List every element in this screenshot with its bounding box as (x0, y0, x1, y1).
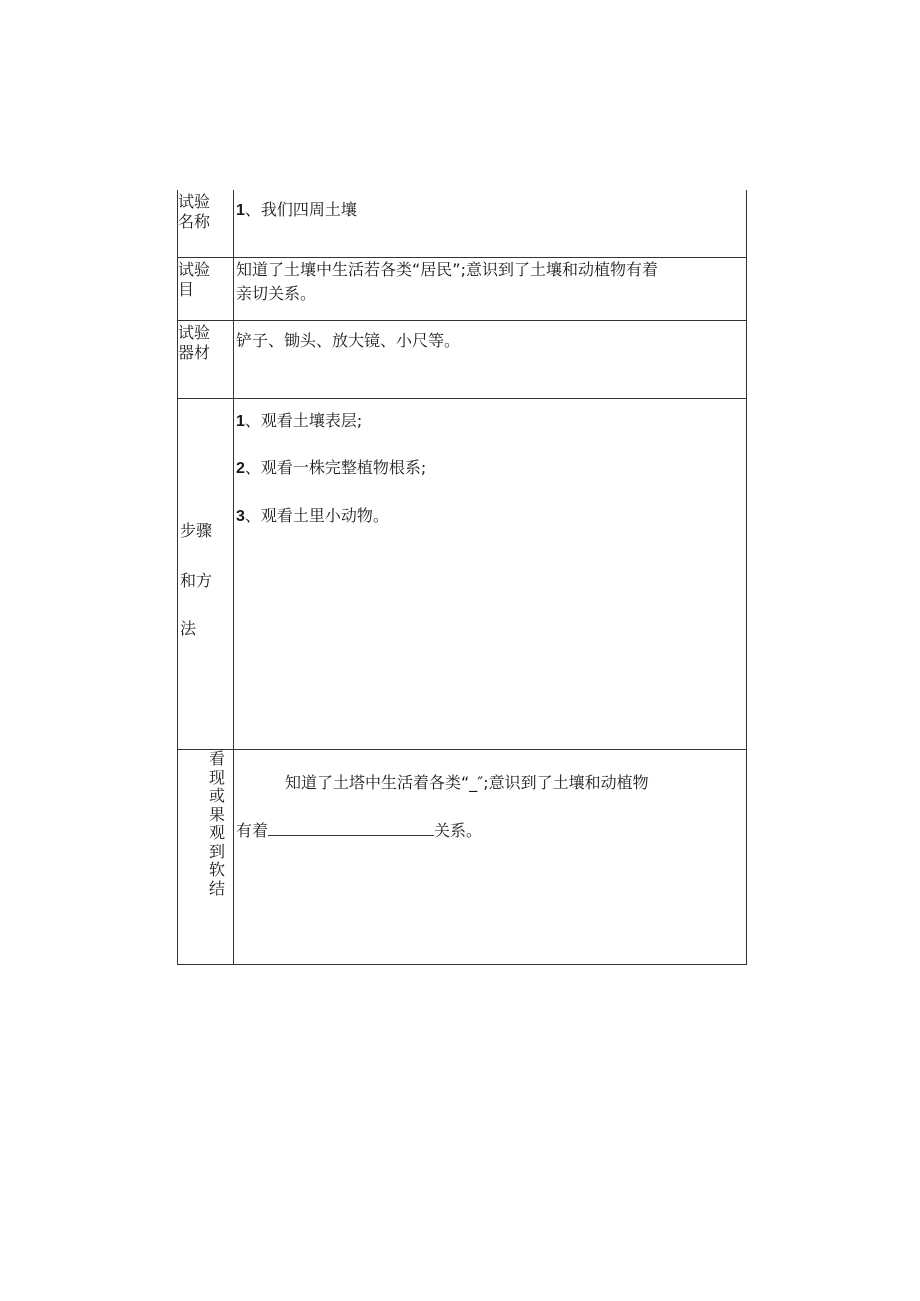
label-char: 观 (208, 823, 225, 842)
label-experiment-purpose (178, 258, 234, 320)
step-number: 3 (236, 508, 245, 525)
fill-in-blank (268, 819, 434, 836)
label-line: 名称 (178, 212, 211, 231)
step-item (236, 409, 362, 434)
steps-methods-cell (234, 399, 746, 749)
label-char: 结 (208, 878, 225, 898)
label-experiment-name (178, 190, 234, 257)
row-experiment-materials (178, 321, 746, 399)
purpose-line-2: 亲切关系。 (236, 284, 317, 303)
step-text: 、观看土壤表层; (244, 411, 363, 430)
step-text: 、观看土里小动物。 (244, 506, 389, 525)
item-number: 1 (236, 202, 245, 219)
label-line: 步骤 (180, 521, 213, 540)
step-number: 1 (236, 413, 245, 430)
label-line: 目 (178, 280, 195, 299)
label-char: 到 (208, 841, 225, 861)
label-line: 器材 (178, 343, 211, 362)
experiment-name-cell (234, 190, 746, 257)
experiment-materials-cell (234, 321, 746, 398)
purpose-line-1: 知道了土壤中生活若各类“居民”;意识到了土壤和动植物有着 (236, 260, 658, 279)
experiment-name: 、我们四周土壤 (244, 200, 357, 219)
label-line: 法 (180, 619, 197, 638)
row-experiment-purpose (178, 258, 746, 321)
step-number: 2 (236, 460, 245, 477)
observed-results-label (207, 750, 227, 898)
experiment-purpose-cell (234, 258, 746, 320)
label-experiment-materials (178, 321, 234, 398)
result-line-1: 知道了土塔中生活着各类“_″;意识到了土壤和动植物 (285, 773, 649, 792)
label-char: 现 (208, 767, 225, 787)
label-char: 果 (208, 804, 225, 824)
row-observed-results (178, 750, 746, 965)
row-experiment-name (178, 190, 746, 258)
result-line-2 (236, 819, 482, 843)
step-text: 、观看一株完整植物根系; (244, 458, 427, 477)
step-item (236, 504, 389, 529)
label-steps-methods (178, 399, 234, 749)
label-line: 试验 (178, 323, 211, 342)
label-observed-results (178, 750, 234, 965)
label-char: 看 (208, 749, 225, 768)
row-steps-methods (178, 399, 746, 750)
label-char: 软 (208, 860, 225, 879)
experiment-record-table (177, 190, 747, 965)
experiment-name-text (236, 198, 357, 223)
observed-results-cell (234, 750, 746, 965)
result-prefix: 有着 (236, 821, 269, 840)
label-line: 试验 (178, 260, 211, 279)
step-item (236, 456, 426, 481)
label-char: 或 (208, 786, 225, 805)
result-suffix: 关系。 (434, 821, 483, 840)
materials-text: 铲子、锄头、放大镜、小尺等。 (236, 331, 461, 350)
label-line: 试验 (178, 192, 211, 211)
label-line: 和方 (180, 571, 213, 590)
